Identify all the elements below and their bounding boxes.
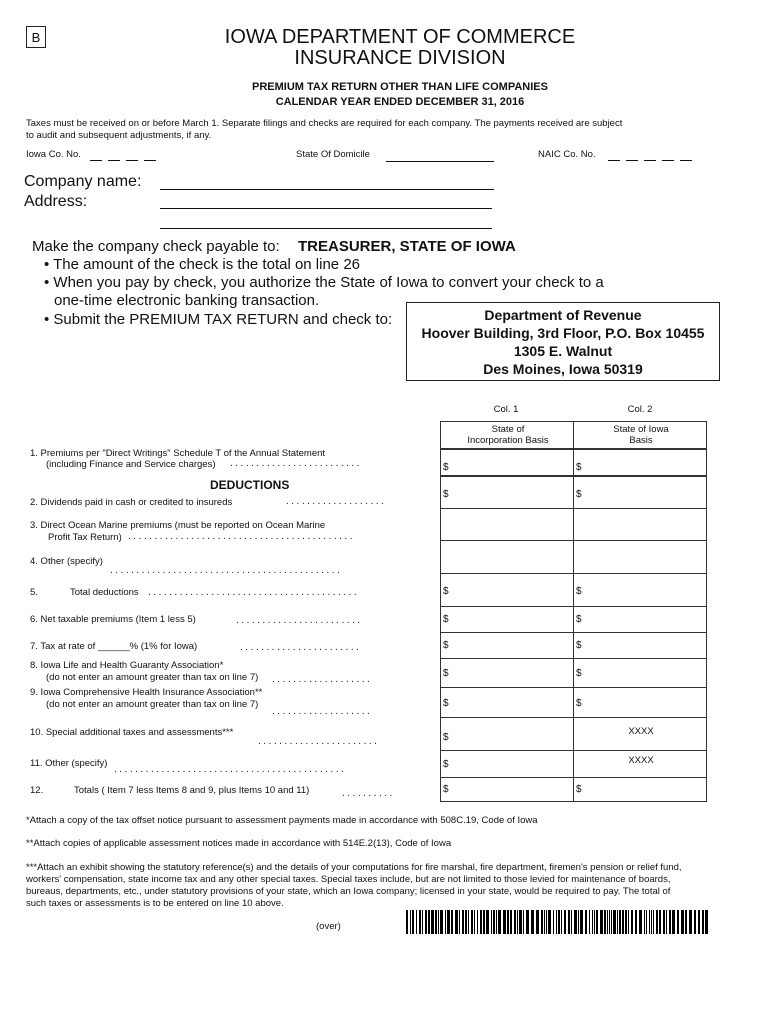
- barcode-bar: [649, 910, 650, 934]
- barcode-bar: [493, 910, 495, 934]
- company-input[interactable]: [160, 175, 494, 190]
- barcode-bar: [503, 910, 506, 934]
- barcode-bar: [694, 910, 696, 934]
- barcode-bar: [553, 910, 554, 934]
- barcode-bar: [431, 910, 434, 934]
- barcode-bar: [514, 910, 516, 934]
- barcode-bar: [462, 910, 464, 934]
- barcode-bar: [635, 910, 637, 934]
- address-line-1: Department of Revenue: [484, 307, 642, 323]
- barcode-bar: [468, 910, 469, 934]
- naic-label: NAIC Co. No.: [538, 149, 596, 160]
- barcode-bar: [541, 910, 543, 934]
- barcode-bar: [604, 910, 606, 934]
- bullet-submit: • Submit the PREMIUM TAX RETURN and check to:: [44, 311, 393, 328]
- payable-to: TREASURER, STATE OF IOWA: [298, 238, 516, 255]
- line6-col1-dollar: $: [443, 614, 449, 625]
- barcode-bar: [568, 910, 570, 934]
- line5-label: Total deductions: [70, 587, 139, 598]
- barcode-bar: [596, 910, 598, 934]
- col2-sub2: Basis: [629, 435, 653, 446]
- barcode-bar: [507, 910, 509, 934]
- payable-label: Make the company check payable to:: [32, 238, 280, 255]
- address-input-2[interactable]: [160, 215, 492, 229]
- address-line-4: Des Moines, Iowa 50319: [483, 361, 643, 377]
- barcode-bar: [440, 910, 443, 934]
- barcode-bar: [609, 910, 610, 934]
- footnote-1: *Attach a copy of the tax offset notice pursuant to assessment payments made in accordance with 508C.19, Code of Iowa: [26, 815, 538, 826]
- line3-label: 3. Direct Ocean Marine premiums (must be reported on Ocean Marine: [30, 520, 326, 531]
- line5-col2-dollar: $: [576, 586, 582, 597]
- barcode-bar: [536, 910, 539, 934]
- barcode-bar: [544, 910, 545, 934]
- barcode-bar: [578, 910, 579, 934]
- barcode-bar: [451, 910, 453, 934]
- line10-col1-input[interactable]: [440, 717, 574, 751]
- barcode-bar: [659, 910, 661, 934]
- over-label: (over): [316, 921, 341, 932]
- line2-col1-input[interactable]: [440, 476, 574, 509]
- barcode-bar: [438, 910, 439, 934]
- line1-label: 1. Premiums per "Direct Writings" Schedule T of the Annual Statement: [30, 448, 326, 459]
- line1-col2-input[interactable]: [573, 449, 707, 476]
- barcode-bar: [523, 910, 524, 934]
- line7-col2-input[interactable]: [573, 632, 707, 659]
- line12-label: Totals ( Item 7 less Items 8 and 9, plus Items 10 and 11): [74, 785, 310, 796]
- barcode-bar: [589, 910, 590, 934]
- barcode-bar: [705, 910, 708, 934]
- line8-col2-input[interactable]: [573, 658, 707, 688]
- address-line-3: 1305 E. Walnut: [513, 343, 613, 359]
- line11-leader: ............................................: [114, 764, 347, 775]
- barcode-bar: [491, 910, 492, 934]
- line5-number: 5.: [30, 587, 38, 598]
- line7-col1-input[interactable]: [440, 632, 574, 659]
- barcode-bar: [613, 910, 616, 934]
- dept-title: IOWA DEPARTMENT OF COMMERCE: [224, 26, 576, 48]
- footnote-2: **Attach copies of applicable assessment notices made in accordance with 514E.2(13), Code of Iowa: [26, 838, 452, 849]
- barcode-bar: [646, 910, 647, 934]
- barcode-bar: [496, 910, 497, 934]
- line2-col1-dollar: $: [443, 489, 449, 500]
- line8-label: 8. Iowa Life and Health Guaranty Association*: [30, 660, 224, 671]
- barcode-bar: [455, 910, 458, 934]
- line5-col2-input[interactable]: [573, 573, 707, 607]
- line3-label-2: Profit Tax Return): [48, 532, 122, 543]
- line7-col1-dollar: $: [443, 640, 449, 651]
- barcode-bar: [611, 910, 612, 934]
- barcode-bar: [631, 910, 633, 934]
- footnote-3a: ***Attach an exhibit showing the statutory reference(s) and the details of your computations for fire marshal, fire department, firemen's pension or relief fund,: [26, 862, 682, 873]
- line1-label-2: (including Finance and Service charges): [46, 459, 216, 470]
- barcode-bar: [574, 910, 577, 934]
- notice-line2: to audit and subsequent adjustments, if any.: [26, 130, 212, 141]
- domicile-input[interactable]: [386, 148, 494, 162]
- bullet-convert: • When you pay by check, you authorize the State of Iowa to convert your check to a: [44, 274, 604, 291]
- line8-col1-input[interactable]: [440, 658, 574, 688]
- line6-col2-dollar: $: [576, 614, 582, 625]
- line2-label: 2. Dividends paid in cash or credited to insureds: [30, 497, 233, 508]
- footnote-3d: such taxes or assessments is to be entered on line 10 above.: [26, 898, 284, 909]
- line11-xxxx: XXXX: [628, 755, 654, 766]
- barcode-bar: [561, 910, 562, 934]
- line2-col2-dollar: $: [576, 489, 582, 500]
- footnote-3c: bureaus, departments, etc., under statutory provisions of your state, which an Iowa company; licensed in your state, would be required to pay. The total of: [26, 886, 671, 897]
- barcode-bar: [651, 910, 652, 934]
- line9-label-2: (do not enter an amount greater than tax on line 7): [46, 699, 259, 710]
- address-input-1[interactable]: [160, 195, 492, 209]
- line9-label: 9. Iowa Comprehensive Health Insurance Association**: [30, 687, 263, 698]
- barcode-bar: [465, 910, 467, 934]
- barcode-bar: [639, 910, 642, 934]
- col1-header: [440, 421, 574, 449]
- iowa-co-label: Iowa Co. No.: [26, 149, 81, 160]
- line12-col2-dollar: $: [576, 784, 582, 795]
- line6-col1-input[interactable]: [440, 606, 574, 633]
- line12-col1-input[interactable]: [440, 777, 574, 802]
- barcode-bar: [425, 910, 427, 934]
- line4-col2-input[interactable]: [573, 540, 707, 574]
- line1-leader: .........................: [230, 458, 362, 469]
- barcode-bar: [474, 910, 475, 934]
- line3-col2-input[interactable]: [573, 508, 707, 541]
- barcode-bar: [406, 910, 408, 934]
- barcode-bar: [419, 910, 421, 934]
- barcode-bar: [471, 910, 473, 934]
- barcode-bar: [435, 910, 437, 934]
- line6-label: 6. Net taxable premiums (Item 1 less 5): [30, 614, 196, 625]
- barcode-bar: [653, 910, 654, 934]
- bullet-convert-2: one-time electronic banking transaction.: [54, 292, 320, 309]
- form-letter: B: [31, 29, 41, 45]
- barcode-bar: [656, 910, 658, 934]
- barcode-image: [406, 910, 712, 934]
- mailing-address-box: [406, 302, 720, 381]
- barcode-bar: [619, 910, 621, 934]
- barcode-bar: [526, 910, 529, 934]
- barcode-bar: [571, 910, 572, 934]
- form-subtitle: PREMIUM TAX RETURN OTHER THAN LIFE COMPANIES: [252, 81, 548, 93]
- line2-col2-input[interactable]: [573, 476, 707, 509]
- barcode-bar: [617, 910, 618, 934]
- address-label: Address:: [24, 193, 88, 210]
- barcode-bar: [548, 910, 551, 934]
- line10-col2-xxxx: [573, 717, 707, 751]
- line10-col1-dollar: $: [443, 732, 449, 743]
- barcode-bar: [622, 910, 624, 934]
- iowa-co-input[interactable]: [90, 148, 180, 162]
- barcode-bar: [564, 910, 566, 934]
- barcode-bar: [412, 910, 414, 934]
- line12-number: 12.: [30, 785, 44, 796]
- barcode-bar: [594, 910, 595, 934]
- line10-leader: .......................: [258, 736, 380, 747]
- barcode-bar: [672, 910, 675, 934]
- line4-col1-input[interactable]: [440, 540, 574, 574]
- barcode-bar: [600, 910, 603, 934]
- barcode-bar: [644, 910, 645, 934]
- barcode-bar: [677, 910, 679, 934]
- line7-label: 7. Tax at rate of ______% (1% for Iowa): [30, 641, 198, 652]
- line3-leader: ...........................................: [128, 531, 355, 542]
- footnote-3b: workers' compensation, state income tax and any other special taxes. Special taxes include, but are not limited to those levied for maintenance of boards,: [26, 874, 671, 885]
- line7-col2-dollar: $: [576, 640, 582, 651]
- deductions-heading: DEDUCTIONS: [210, 478, 290, 492]
- line4-label: 4. Other (specify): [30, 556, 103, 567]
- barcode-bar: [428, 910, 430, 934]
- barcode-bar: [628, 910, 629, 934]
- line4-leader: ............................................: [110, 565, 343, 576]
- barcode-bar: [517, 910, 518, 934]
- barcode-bar: [477, 910, 478, 934]
- barcode-bar: [685, 910, 687, 934]
- barcode-bar: [480, 910, 482, 934]
- line9-col1-input[interactable]: [440, 687, 574, 718]
- line10-label: 10. Special additional taxes and assessments***: [30, 727, 234, 738]
- col2-sub1: State of Iowa: [613, 424, 669, 435]
- line8-label-2: (do not enter an amount greater than tax on line 7): [46, 672, 259, 683]
- barcode-bar: [498, 910, 501, 934]
- barcode-bar: [510, 910, 512, 934]
- barcode-bar: [663, 910, 665, 934]
- line8-leader: ...................: [272, 674, 373, 685]
- barcode-bar: [669, 910, 671, 934]
- line11-col2-xxxx: [573, 750, 707, 778]
- form-year: CALENDAR YEAR ENDED DECEMBER 31, 2016: [275, 96, 525, 108]
- col1-sub2: Incorporation Basis: [467, 435, 549, 446]
- line11-label: 11. Other (specify): [30, 758, 108, 769]
- barcode-bar: [410, 910, 411, 934]
- line10-xxxx: XXXX: [628, 726, 654, 737]
- barcode-bar: [592, 910, 593, 934]
- barcode-bar: [689, 910, 692, 934]
- col2-title: Col. 2: [627, 404, 653, 415]
- barcode-bar: [607, 910, 608, 934]
- line1-col1-dollar: $: [443, 462, 449, 473]
- barcode-bar: [519, 910, 522, 934]
- barcode-bar: [422, 910, 423, 934]
- barcode-bar: [445, 910, 446, 934]
- line11-col1-input[interactable]: [440, 750, 574, 778]
- col2-header: [573, 421, 707, 449]
- line2-leader: ...................: [286, 496, 387, 507]
- barcode-bar: [702, 910, 704, 934]
- col1-title: Col. 1: [493, 404, 519, 415]
- barcode-bar: [531, 910, 534, 934]
- line5-leader: ........................................: [148, 587, 360, 598]
- barcode-bar: [556, 910, 557, 934]
- barcode-bar: [580, 910, 583, 934]
- line9-col2-dollar: $: [576, 698, 582, 709]
- line5-col1-dollar: $: [443, 586, 449, 597]
- barcode-bar: [558, 910, 560, 934]
- naic-input[interactable]: [608, 148, 718, 162]
- line8-col1-dollar: $: [443, 668, 449, 679]
- line1-col2-dollar: $: [576, 462, 582, 473]
- notice-line1: Taxes must be received on or before March 1. Separate filings and checks are required for each company. The payments received are subject: [26, 118, 623, 129]
- barcode-bar: [625, 910, 627, 934]
- barcode-bar: [546, 910, 547, 934]
- barcode-bar: [486, 910, 489, 934]
- address-line-2: Hoover Building, 3rd Floor, P.O. Box 10455: [421, 325, 705, 341]
- line9-col2-input[interactable]: [573, 687, 707, 718]
- line5-col1-input[interactable]: [440, 573, 574, 607]
- company-label: Company name:: [24, 173, 142, 190]
- barcode-bar: [416, 910, 417, 934]
- line12-leader: ..........: [342, 788, 395, 799]
- division-title: INSURANCE DIVISION: [294, 47, 506, 69]
- line6-col2-input[interactable]: [573, 606, 707, 633]
- line12-col2-input[interactable]: [573, 777, 707, 802]
- line6-leader: ........................: [236, 615, 363, 626]
- barcode-bar: [666, 910, 667, 934]
- barcode-bar: [698, 910, 700, 934]
- line7-leader: .......................: [240, 642, 362, 653]
- domicile-label: State Of Domicile: [296, 149, 370, 160]
- line8-col2-dollar: $: [576, 668, 582, 679]
- barcode-bar: [483, 910, 485, 934]
- line9-col1-dollar: $: [443, 698, 449, 709]
- line11-col1-dollar: $: [443, 759, 449, 770]
- barcode-bar: [459, 910, 460, 934]
- barcode-bar: [447, 910, 450, 934]
- line9-leader: ...................: [272, 706, 373, 717]
- barcode-bar: [585, 910, 587, 934]
- bullet-amount: • The amount of the check is the total on line 26: [44, 256, 361, 273]
- line12-col1-dollar: $: [443, 784, 449, 795]
- line1-col1-input[interactable]: [440, 449, 574, 476]
- col1-sub1: State of: [491, 424, 525, 435]
- barcode-bar: [681, 910, 684, 934]
- line3-col1-input[interactable]: [440, 508, 574, 541]
